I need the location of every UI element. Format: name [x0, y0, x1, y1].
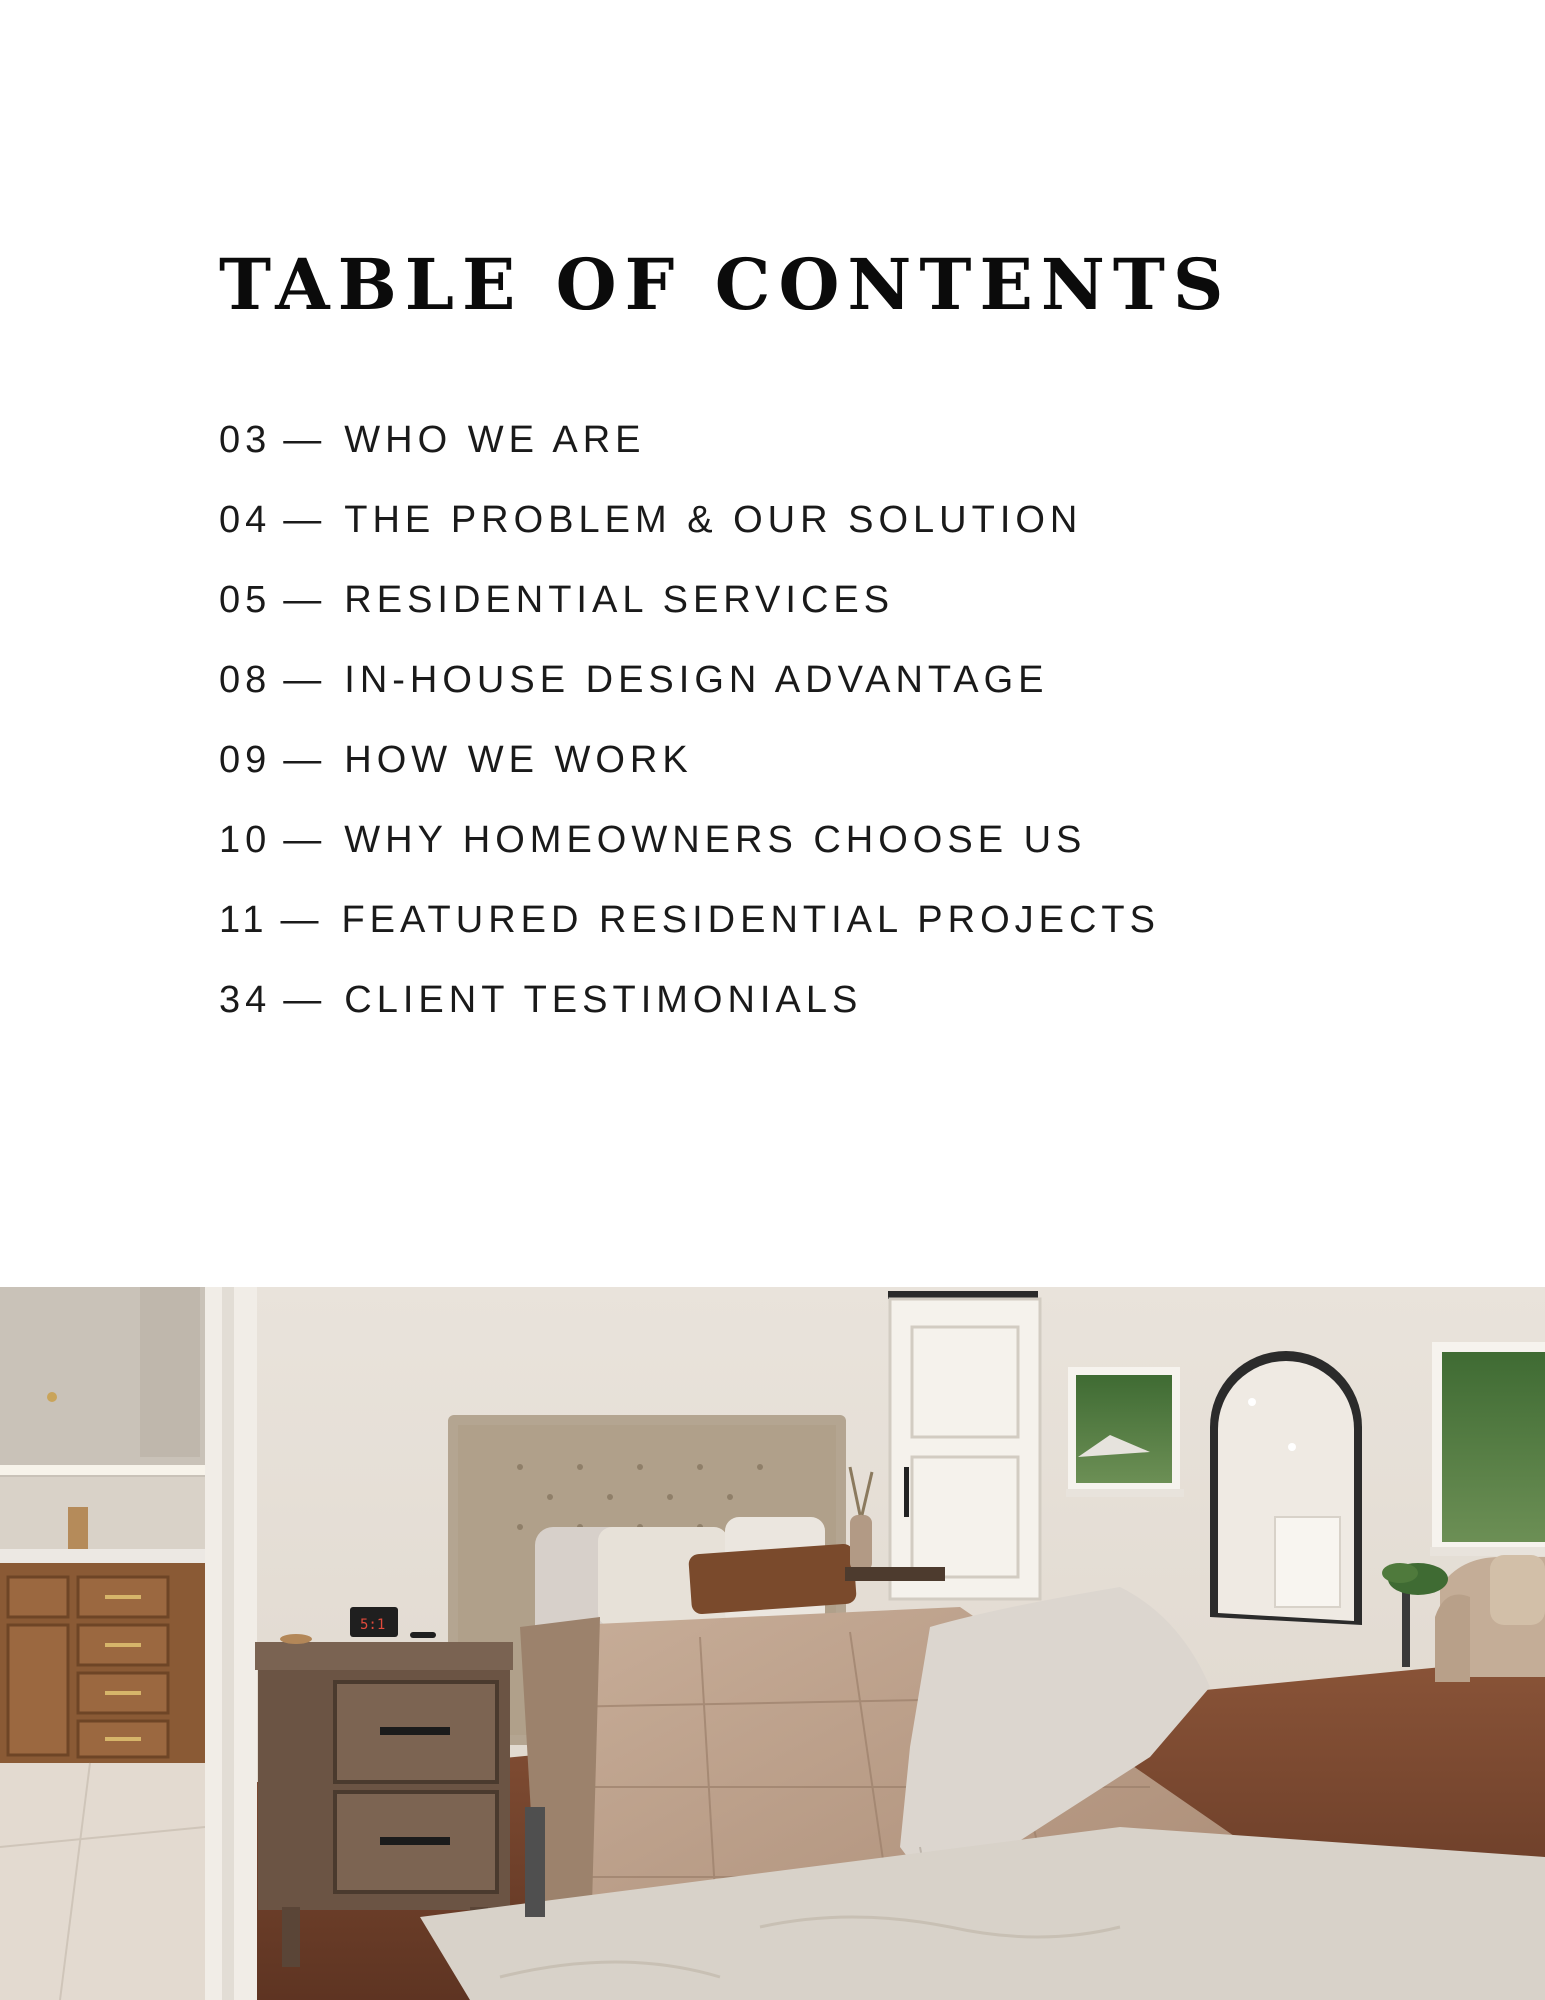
- toc-item-testimonials[interactable]: [219, 960, 1160, 1040]
- toc-separator: —: [283, 738, 327, 781]
- toc-page-number: 03: [219, 418, 272, 461]
- toc-label: THE PROBLEM & OUR SOLUTION: [344, 498, 1083, 541]
- toc-separator: —: [280, 898, 324, 941]
- toc-item-in-house-design[interactable]: [219, 640, 1160, 720]
- toc-page-number: 11: [219, 898, 269, 941]
- toc-page-number: 10: [219, 818, 272, 861]
- toc-page-number: 34: [219, 978, 272, 1021]
- arched-mirror: [1210, 1351, 1362, 1625]
- toc-separator: —: [283, 578, 327, 621]
- alarm-clock-display: 5:1: [360, 1617, 386, 1633]
- armchair: [1435, 1555, 1545, 1682]
- bathroom-area: [0, 1287, 210, 2000]
- toc-page-number: 09: [219, 738, 272, 781]
- toc-label: RESIDENTIAL SERVICES: [344, 578, 895, 621]
- toc-separator: —: [283, 978, 327, 1021]
- toc-page-number: 08: [219, 658, 272, 701]
- bedroom-illustration: [0, 1287, 1545, 2000]
- window-right: [1430, 1342, 1545, 1556]
- toc-label: WHY HOMEOWNERS CHOOSE US: [344, 818, 1087, 861]
- bedroom-photo: [0, 1287, 1545, 2000]
- page-title: TABLE OF CONTENTS: [219, 243, 1232, 326]
- toc-item-how-we-work[interactable]: [219, 720, 1160, 800]
- toc-label: IN-HOUSE DESIGN ADVANTAGE: [344, 658, 1049, 701]
- window-left: [1066, 1367, 1184, 1497]
- toc-page-number: 05: [219, 578, 272, 621]
- toc-separator: —: [283, 658, 327, 701]
- barn-door: [888, 1291, 1040, 1599]
- table-of-contents: [219, 400, 1160, 1040]
- toc-item-problem-solution[interactable]: [219, 480, 1160, 560]
- toc-label: FEATURED RESIDENTIAL PROJECTS: [341, 898, 1160, 941]
- toc-item-who-we-are[interactable]: [219, 400, 1160, 480]
- toc-label: WHO WE ARE: [344, 418, 646, 461]
- toc-label: CLIENT TESTIMONIALS: [344, 978, 863, 1021]
- toc-separator: —: [283, 498, 327, 541]
- toc-separator: —: [283, 418, 327, 461]
- toc-label: HOW WE WORK: [344, 738, 693, 781]
- toc-item-why-homeowners[interactable]: [219, 800, 1160, 880]
- toc-item-residential-services[interactable]: [219, 560, 1160, 640]
- toc-separator: —: [283, 818, 327, 861]
- toc-page-number: 04: [219, 498, 272, 541]
- toc-item-featured-projects[interactable]: [219, 880, 1160, 960]
